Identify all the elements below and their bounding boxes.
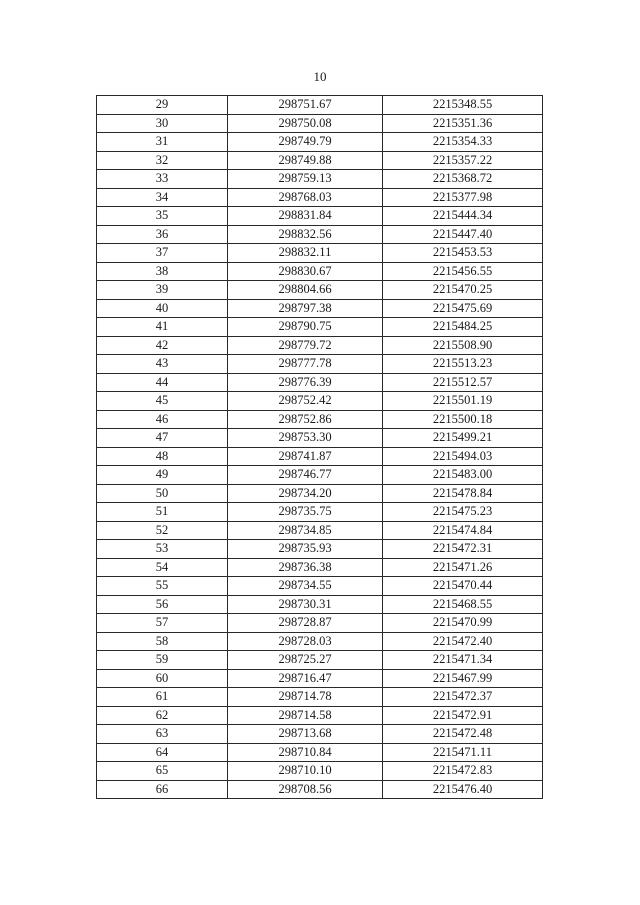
y-coordinate-cell: 2215377.98 xyxy=(383,188,543,207)
point-number-cell: 49 xyxy=(97,466,228,485)
y-coordinate-cell: 2215475.23 xyxy=(383,503,543,522)
x-coordinate-cell: 298797.38 xyxy=(228,299,383,318)
x-coordinate-cell: 298735.93 xyxy=(228,540,383,559)
y-coordinate-cell: 2215483.00 xyxy=(383,466,543,485)
table-row xyxy=(97,410,543,429)
y-coordinate-cell: 2215471.11 xyxy=(383,743,543,762)
y-coordinate-cell: 2215476.40 xyxy=(383,780,543,799)
x-coordinate-cell: 298832.11 xyxy=(228,244,383,263)
x-coordinate-cell: 298746.77 xyxy=(228,466,383,485)
x-coordinate-cell: 298714.78 xyxy=(228,688,383,707)
point-number-cell: 59 xyxy=(97,651,228,670)
point-number-cell: 56 xyxy=(97,595,228,614)
table-row xyxy=(97,780,543,799)
table-row xyxy=(97,188,543,207)
x-coordinate-cell: 298734.85 xyxy=(228,521,383,540)
x-coordinate-cell: 298714.58 xyxy=(228,706,383,725)
point-number-cell: 41 xyxy=(97,318,228,337)
x-coordinate-cell: 298790.75 xyxy=(228,318,383,337)
x-coordinate-cell: 298708.56 xyxy=(228,780,383,799)
y-coordinate-cell: 2215471.34 xyxy=(383,651,543,670)
table-row xyxy=(97,392,543,411)
y-coordinate-cell: 2215513.23 xyxy=(383,355,543,374)
point-number-cell: 50 xyxy=(97,484,228,503)
table-row xyxy=(97,669,543,688)
point-number-cell: 43 xyxy=(97,355,228,374)
point-number-cell: 47 xyxy=(97,429,228,448)
table-row xyxy=(97,429,543,448)
point-number-cell: 63 xyxy=(97,725,228,744)
point-number-cell: 52 xyxy=(97,521,228,540)
y-coordinate-cell: 2215456.55 xyxy=(383,262,543,281)
table-row xyxy=(97,577,543,596)
point-number-cell: 48 xyxy=(97,447,228,466)
x-coordinate-cell: 298831.84 xyxy=(228,207,383,226)
table-row xyxy=(97,207,543,226)
table-row xyxy=(97,114,543,133)
x-coordinate-cell: 298734.55 xyxy=(228,577,383,596)
table-row xyxy=(97,225,543,244)
x-coordinate-cell: 298749.79 xyxy=(228,133,383,152)
x-coordinate-cell: 298753.30 xyxy=(228,429,383,448)
x-coordinate-cell: 298716.47 xyxy=(228,669,383,688)
point-number-cell: 46 xyxy=(97,410,228,429)
y-coordinate-cell: 2215471.26 xyxy=(383,558,543,577)
x-coordinate-cell: 298777.78 xyxy=(228,355,383,374)
y-coordinate-cell: 2215472.91 xyxy=(383,706,543,725)
y-coordinate-cell: 2215354.33 xyxy=(383,133,543,152)
y-coordinate-cell: 2215501.19 xyxy=(383,392,543,411)
table-row xyxy=(97,651,543,670)
point-number-cell: 34 xyxy=(97,188,228,207)
x-coordinate-cell: 298713.68 xyxy=(228,725,383,744)
table-row xyxy=(97,170,543,189)
x-coordinate-cell: 298750.08 xyxy=(228,114,383,133)
y-coordinate-cell: 2215472.37 xyxy=(383,688,543,707)
point-number-cell: 35 xyxy=(97,207,228,226)
table-row xyxy=(97,133,543,152)
x-coordinate-cell: 298804.66 xyxy=(228,281,383,300)
x-coordinate-cell: 298725.27 xyxy=(228,651,383,670)
table-row xyxy=(97,725,543,744)
y-coordinate-cell: 2215478.84 xyxy=(383,484,543,503)
y-coordinate-cell: 2215472.48 xyxy=(383,725,543,744)
table-row xyxy=(97,281,543,300)
y-coordinate-cell: 2215500.18 xyxy=(383,410,543,429)
x-coordinate-cell: 298749.88 xyxy=(228,151,383,170)
table-row xyxy=(97,262,543,281)
point-number-cell: 54 xyxy=(97,558,228,577)
point-number-cell: 39 xyxy=(97,281,228,300)
x-coordinate-cell: 298728.87 xyxy=(228,614,383,633)
table-row xyxy=(97,151,543,170)
y-coordinate-cell: 2215444.34 xyxy=(383,207,543,226)
table-row xyxy=(97,632,543,651)
table-row xyxy=(97,558,543,577)
x-coordinate-cell: 298768.03 xyxy=(228,188,383,207)
point-number-cell: 40 xyxy=(97,299,228,318)
x-coordinate-cell: 298741.87 xyxy=(228,447,383,466)
table-row xyxy=(97,466,543,485)
y-coordinate-cell: 2215368.72 xyxy=(383,170,543,189)
y-coordinate-cell: 2215494.03 xyxy=(383,447,543,466)
point-number-cell: 60 xyxy=(97,669,228,688)
x-coordinate-cell: 298736.38 xyxy=(228,558,383,577)
table-row xyxy=(97,521,543,540)
x-coordinate-cell: 298710.10 xyxy=(228,762,383,781)
x-coordinate-cell: 298830.67 xyxy=(228,262,383,281)
point-number-cell: 51 xyxy=(97,503,228,522)
y-coordinate-cell: 2215472.83 xyxy=(383,762,543,781)
y-coordinate-cell: 2215508.90 xyxy=(383,336,543,355)
y-coordinate-cell: 2215475.69 xyxy=(383,299,543,318)
y-coordinate-cell: 2215472.40 xyxy=(383,632,543,651)
y-coordinate-cell: 2215348.55 xyxy=(383,96,543,115)
table-row xyxy=(97,355,543,374)
point-number-cell: 55 xyxy=(97,577,228,596)
y-coordinate-cell: 2215467.99 xyxy=(383,669,543,688)
y-coordinate-cell: 2215472.31 xyxy=(383,540,543,559)
point-number-cell: 31 xyxy=(97,133,228,152)
table-row xyxy=(97,706,543,725)
point-number-cell: 66 xyxy=(97,780,228,799)
point-number-cell: 32 xyxy=(97,151,228,170)
table-row xyxy=(97,318,543,337)
point-number-cell: 36 xyxy=(97,225,228,244)
point-number-cell: 30 xyxy=(97,114,228,133)
point-number-cell: 33 xyxy=(97,170,228,189)
point-number-cell: 29 xyxy=(97,96,228,115)
x-coordinate-cell: 298752.42 xyxy=(228,392,383,411)
y-coordinate-cell: 2215499.21 xyxy=(383,429,543,448)
x-coordinate-cell: 298730.31 xyxy=(228,595,383,614)
x-coordinate-cell: 298759.13 xyxy=(228,170,383,189)
table-row xyxy=(97,762,543,781)
page-number: 10 xyxy=(313,69,327,84)
table-row xyxy=(97,614,543,633)
y-coordinate-cell: 2215357.22 xyxy=(383,151,543,170)
x-coordinate-cell: 298710.84 xyxy=(228,743,383,762)
point-number-cell: 62 xyxy=(97,706,228,725)
point-number-cell: 42 xyxy=(97,336,228,355)
x-coordinate-cell: 298752.86 xyxy=(228,410,383,429)
point-number-cell: 45 xyxy=(97,392,228,411)
point-number-cell: 64 xyxy=(97,743,228,762)
y-coordinate-cell: 2215512.57 xyxy=(383,373,543,392)
x-coordinate-cell: 298776.39 xyxy=(228,373,383,392)
point-number-cell: 38 xyxy=(97,262,228,281)
x-coordinate-cell: 298751.67 xyxy=(228,96,383,115)
table-row xyxy=(97,503,543,522)
x-coordinate-cell: 298832.56 xyxy=(228,225,383,244)
table-row xyxy=(97,743,543,762)
y-coordinate-cell: 2215351.36 xyxy=(383,114,543,133)
y-coordinate-cell: 2215468.55 xyxy=(383,595,543,614)
point-number-cell: 58 xyxy=(97,632,228,651)
point-number-cell: 57 xyxy=(97,614,228,633)
coordinates-table-body xyxy=(97,96,543,799)
point-number-cell: 37 xyxy=(97,244,228,263)
point-number-cell: 53 xyxy=(97,540,228,559)
coordinates-table xyxy=(96,95,543,799)
x-coordinate-cell: 298779.72 xyxy=(228,336,383,355)
x-coordinate-cell: 298728.03 xyxy=(228,632,383,651)
table-row xyxy=(97,688,543,707)
table-row xyxy=(97,373,543,392)
table-row xyxy=(97,336,543,355)
point-number-cell: 65 xyxy=(97,762,228,781)
x-coordinate-cell: 298734.20 xyxy=(228,484,383,503)
table-row xyxy=(97,96,543,115)
table-row xyxy=(97,244,543,263)
y-coordinate-cell: 2215453.53 xyxy=(383,244,543,263)
table-row xyxy=(97,447,543,466)
y-coordinate-cell: 2215470.25 xyxy=(383,281,543,300)
y-coordinate-cell: 2215484.25 xyxy=(383,318,543,337)
x-coordinate-cell: 298735.75 xyxy=(228,503,383,522)
point-number-cell: 44 xyxy=(97,373,228,392)
table-row xyxy=(97,595,543,614)
y-coordinate-cell: 2215447.40 xyxy=(383,225,543,244)
table-row xyxy=(97,299,543,318)
table-row xyxy=(97,484,543,503)
y-coordinate-cell: 2215474.84 xyxy=(383,521,543,540)
y-coordinate-cell: 2215470.44 xyxy=(383,577,543,596)
y-coordinate-cell: 2215470.99 xyxy=(383,614,543,633)
point-number-cell: 61 xyxy=(97,688,228,707)
table-row xyxy=(97,540,543,559)
